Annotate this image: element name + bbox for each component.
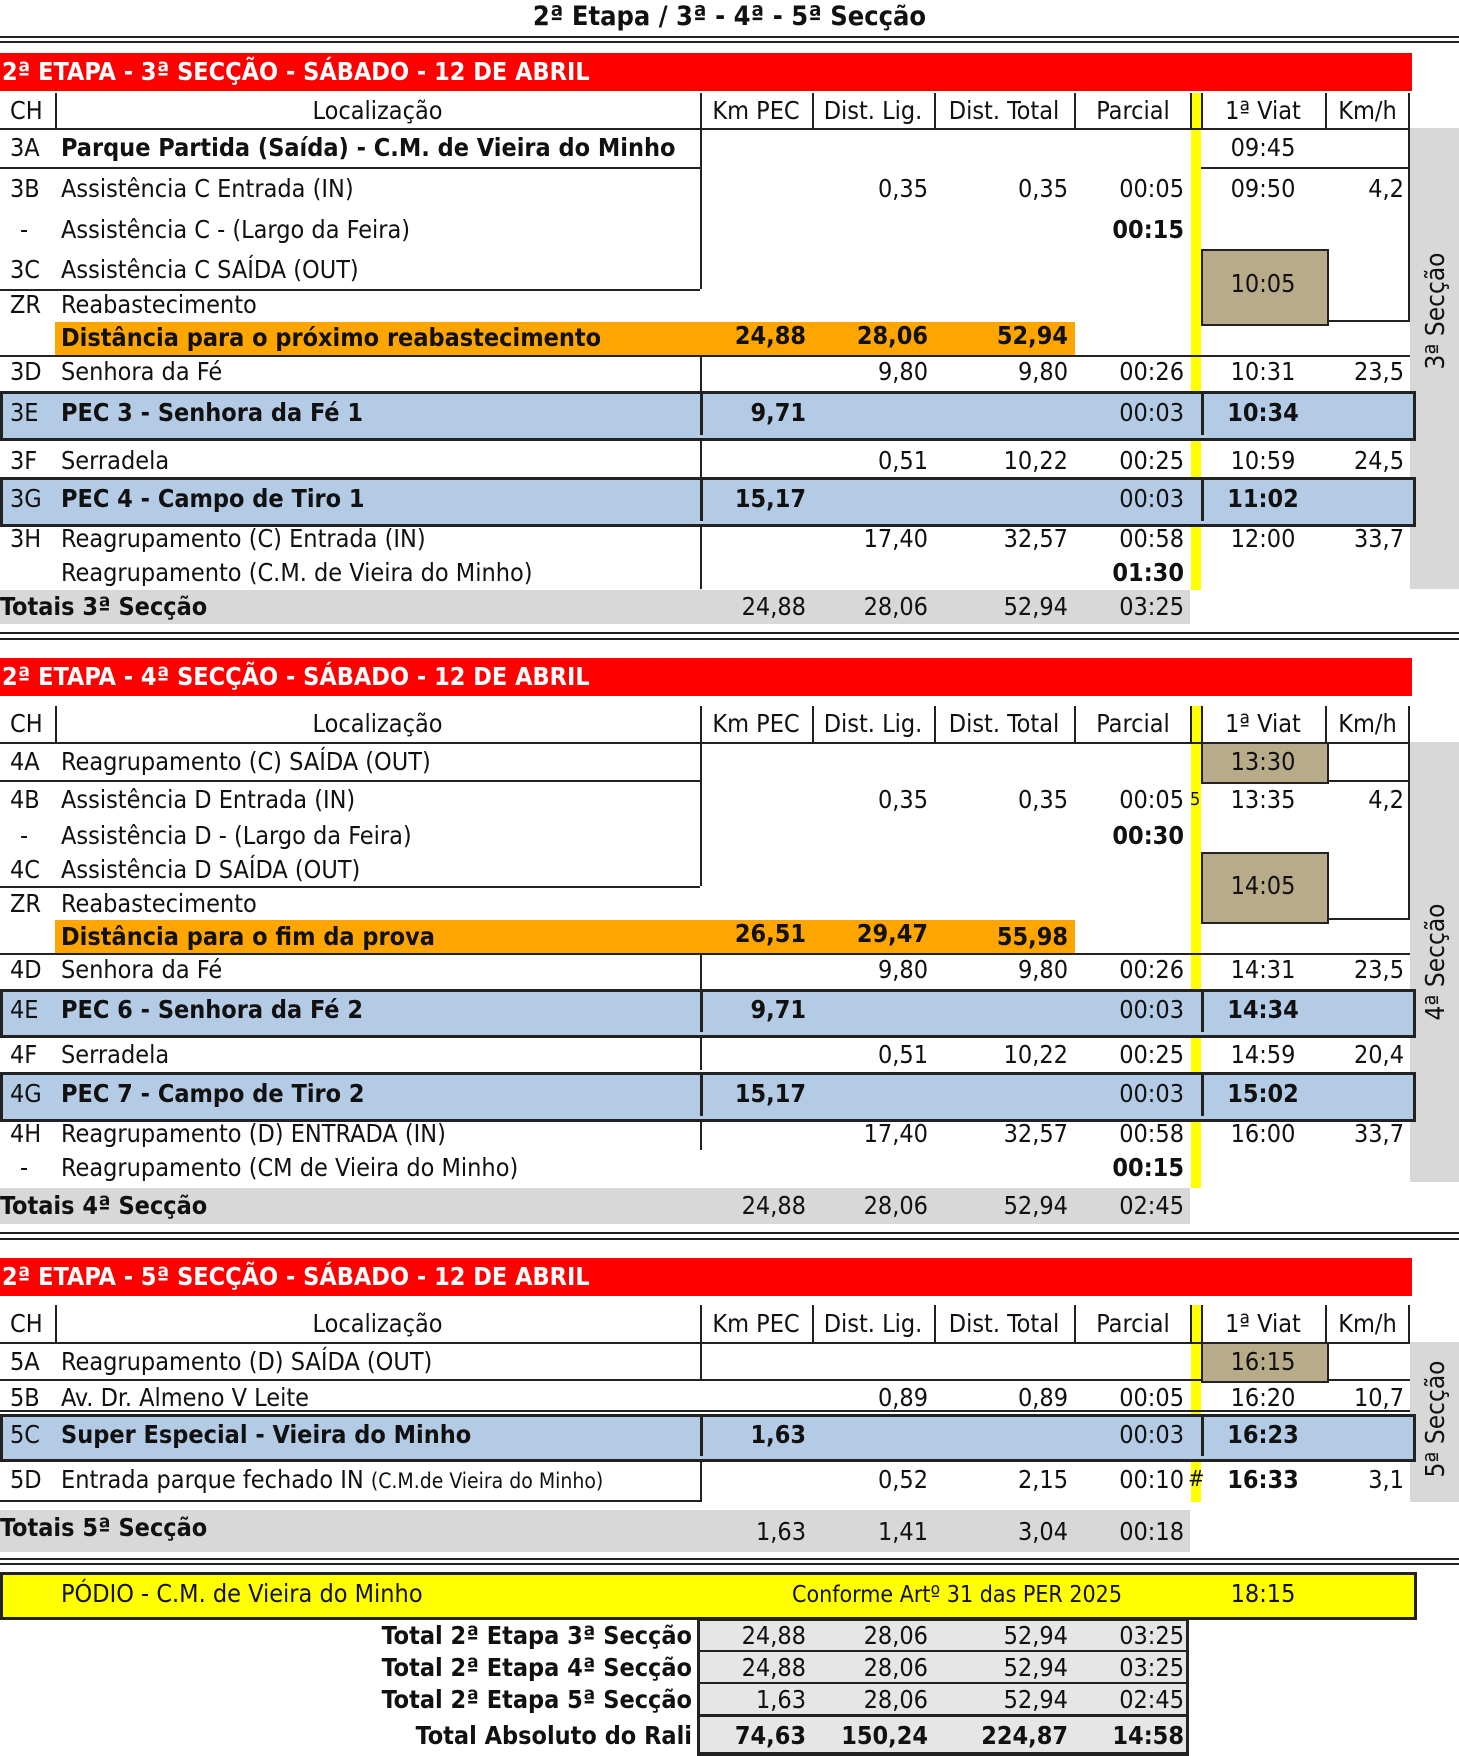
row-5a-viat: 16:15 xyxy=(1230,1347,1296,1376)
row-3h-kmh: 33,7 xyxy=(1353,524,1404,553)
header-localizacao: Localização xyxy=(312,1309,443,1338)
row-4g-ch: 4G xyxy=(10,1079,42,1108)
col-line xyxy=(700,525,702,589)
row-line xyxy=(0,1379,1410,1381)
row-4d-loc: Senhora da Fé xyxy=(61,955,223,984)
row-5b-ch: 5B xyxy=(10,1383,40,1412)
row-3d-loc: Senhora da Fé xyxy=(61,357,223,386)
header-km-pec: Km PEC xyxy=(712,709,800,738)
row-4f-ch: 4F xyxy=(10,1040,38,1069)
header-ch: CH xyxy=(10,1309,43,1338)
summary-line xyxy=(697,1714,1189,1717)
row-4e-viat: 14:34 xyxy=(1227,995,1299,1024)
section-5-side-label: 5ª Secção xyxy=(1421,1360,1451,1478)
summary-par-2: 03:25 xyxy=(1119,1653,1184,1682)
row-3f-ch: 3F xyxy=(10,446,38,475)
row-3b2-par: 00:15 xyxy=(1112,215,1184,244)
row-5d-tot: 2,15 xyxy=(1017,1465,1068,1494)
header-km-pec: Km PEC xyxy=(712,1309,800,1338)
header-sep xyxy=(812,706,814,742)
row-4b-ch: 4B xyxy=(10,785,40,814)
row-4d-ch: 4D xyxy=(10,955,42,984)
header-sep xyxy=(1190,93,1192,128)
row-4g-loc: PEC 7 - Campo de Tiro 2 xyxy=(61,1079,365,1108)
section-rule xyxy=(0,638,1459,640)
totals-4-lig: 28,06 xyxy=(863,1191,928,1220)
summary-label-2: Total 2ª Etapa 4ª Secção xyxy=(381,1653,692,1682)
row-4e-loc: PEC 6 - Senhora da Fé 2 xyxy=(61,995,364,1024)
row-4e-ch: 4E xyxy=(10,995,39,1024)
row-5c-ch: 5C xyxy=(10,1420,41,1449)
header-sep xyxy=(55,706,57,742)
totals-4-par: 02:45 xyxy=(1119,1191,1184,1220)
row-5a-ch: 5A xyxy=(10,1347,40,1376)
header-1-viat: 1ª Viat xyxy=(1225,96,1301,125)
header-ch: CH xyxy=(10,96,43,125)
row-4h2-ch: - xyxy=(20,1153,29,1182)
summary-tot-2: 52,94 xyxy=(1003,1653,1068,1682)
row-4zr-ch: ZR xyxy=(10,889,42,918)
section-rule xyxy=(0,1238,1459,1240)
row-5b-loc: Av. Dr. Almeno V Leite xyxy=(61,1383,310,1412)
row-3e-ch: 3E xyxy=(10,398,39,427)
row-5d-ch: 5D xyxy=(10,1465,42,1494)
podium-label: PÓDIO - C.M. de Vieira do Minho xyxy=(61,1579,423,1608)
row-3c-viat: 10:05 xyxy=(1230,269,1296,298)
row-3h2-loc: Reagrupamento (C.M. de Vieira do Minho) xyxy=(61,558,533,587)
row-5b-kmh: 10,7 xyxy=(1353,1383,1404,1412)
header-dist-lig: Dist. Lig. xyxy=(823,709,923,738)
row-4b-loc: Assistência D Entrada (IN) xyxy=(61,785,356,814)
header-sep xyxy=(812,93,814,128)
row-3f-kmh: 24,5 xyxy=(1353,446,1404,475)
row-4b-par: 00:05 xyxy=(1119,785,1184,814)
row-3h-loc: Reagrupamento (C) Entrada (IN) xyxy=(61,524,426,553)
podium-note: Conforme Artº 31 das PER 2025 xyxy=(792,1582,1123,1608)
header-localizacao: Localização xyxy=(312,96,443,125)
row-3b2-loc: Assistência C - (Largo da Feira) xyxy=(61,215,411,244)
row-4g-pec: 15,17 xyxy=(734,1079,806,1108)
row-line xyxy=(1201,167,1410,169)
col-line xyxy=(700,1460,702,1502)
row-4c-loc: Assistência D SAÍDA (OUT) xyxy=(61,855,361,884)
row-3d-ch: 3D xyxy=(10,357,42,386)
row-5d-loc xyxy=(61,1466,603,1495)
row-line xyxy=(0,780,700,782)
header-sep xyxy=(934,706,936,742)
row-4a-viat: 13:30 xyxy=(1230,747,1296,776)
totals-3-pec: 24,88 xyxy=(741,592,806,621)
row-4c-viat: 14:05 xyxy=(1230,871,1296,900)
summary-tot-4: 224,87 xyxy=(981,1721,1068,1750)
row-5b-lig: 0,89 xyxy=(877,1383,928,1412)
row-4h-kmh: 33,7 xyxy=(1353,1119,1404,1148)
row-3b-kmh: 4,2 xyxy=(1368,174,1404,203)
row-3dist-pec: 24,88 xyxy=(734,321,806,350)
row-3h-par: 00:58 xyxy=(1119,524,1184,553)
header-km-h: Km/h xyxy=(1338,1309,1397,1338)
header-1-viat: 1ª Viat xyxy=(1225,709,1301,738)
row-4d-viat: 14:31 xyxy=(1230,955,1296,984)
row-3f-lig: 0,51 xyxy=(877,446,928,475)
row-line xyxy=(0,886,700,888)
row-4d-kmh: 23,5 xyxy=(1353,955,1404,984)
row-4h2-par: 00:15 xyxy=(1112,1153,1184,1182)
header-sep xyxy=(1190,706,1192,742)
header-sep xyxy=(1201,1305,1203,1342)
totals-5-tot: 3,04 xyxy=(1017,1517,1068,1546)
row-5d-mark: # xyxy=(1188,1467,1205,1492)
podium-time: 18:15 xyxy=(1230,1579,1296,1608)
row-5b-tot: 0,89 xyxy=(1017,1383,1068,1412)
header-sep xyxy=(1074,93,1076,128)
col-line xyxy=(700,437,702,477)
row-4g-viat: 15:02 xyxy=(1227,1079,1299,1108)
header-sep xyxy=(1325,1305,1327,1342)
row-3f-tot: 10,22 xyxy=(1003,446,1068,475)
row-4b2-ch: - xyxy=(20,821,29,850)
header-dist-total: Dist. Total xyxy=(948,709,1060,738)
row-3b2-ch: - xyxy=(20,215,29,244)
header-dist-lig: Dist. Lig. xyxy=(823,1309,923,1338)
row-3e-par: 00:03 xyxy=(1119,398,1184,427)
row-5b-viat: 16:20 xyxy=(1230,1383,1296,1412)
totals-5-par: 00:18 xyxy=(1119,1517,1184,1546)
summary-lig-3: 28,06 xyxy=(863,1685,928,1714)
col-line xyxy=(1408,128,1410,322)
row-line xyxy=(0,167,700,169)
section-4-banner: 2ª ETAPA - 4ª SECÇÃO - SÁBADO - 12 DE ABRIL xyxy=(0,658,1412,696)
header-sep xyxy=(1074,1305,1076,1342)
header-dist-total: Dist. Total xyxy=(948,96,1060,125)
summary-pec-3: 1,63 xyxy=(755,1685,806,1714)
totals-4-label: Totais 4ª Secção xyxy=(0,1191,208,1220)
row-3g-ch: 3G xyxy=(10,484,42,513)
row-4c-ch: 4C xyxy=(10,855,41,884)
header-sep xyxy=(55,93,57,128)
totals-3-tot: 52,94 xyxy=(1003,592,1068,621)
totals-5-label: Totais 5ª Secção xyxy=(0,1513,208,1542)
summary-pec-2: 24,88 xyxy=(741,1653,806,1682)
summary-par-4: 14:58 xyxy=(1112,1721,1184,1750)
header-sep xyxy=(934,93,936,128)
row-5a-loc: Reagrupamento (D) SAÍDA (OUT) xyxy=(61,1347,433,1376)
row-4f-viat: 14:59 xyxy=(1230,1040,1296,1069)
row-3b-lig: 0,35 xyxy=(877,174,928,203)
row-4b-kmh: 4,2 xyxy=(1368,785,1404,814)
summary-label-3: Total 2ª Etapa 5ª Secção xyxy=(381,1685,692,1714)
header-sep xyxy=(934,1305,936,1342)
row-3f-loc: Serradela xyxy=(61,446,170,475)
summary-pec-1: 24,88 xyxy=(741,1621,806,1650)
row-3a-ch: 3A xyxy=(10,133,40,162)
section-rule xyxy=(0,632,1459,634)
row-4f-par: 00:25 xyxy=(1119,1040,1184,1069)
row-3dist-lig: 28,06 xyxy=(856,321,928,350)
col-line xyxy=(700,355,702,393)
row-3g-pec: 15,17 xyxy=(734,484,806,513)
header-dist-lig: Dist. Lig. xyxy=(823,96,923,125)
row-4a-ch: 4A xyxy=(10,747,40,776)
header-km-pec: Km PEC xyxy=(712,96,800,125)
header-sep xyxy=(1408,1305,1410,1342)
row-3g-par: 00:03 xyxy=(1119,484,1184,513)
header-sep xyxy=(1408,93,1410,128)
row-4e-par: 00:03 xyxy=(1119,995,1184,1024)
col-line xyxy=(700,1342,702,1379)
row-4dist-tot: 55,98 xyxy=(996,922,1068,951)
row-4b-tot: 0,35 xyxy=(1017,785,1068,814)
row-3e-loc: PEC 3 - Senhora da Fé 1 xyxy=(61,398,364,427)
row-3a-loc: Parque Partida (Saída) - C.M. de Vieira do Minho xyxy=(61,133,676,162)
row-3h-lig: 17,40 xyxy=(863,524,928,553)
header-parcial: Parcial xyxy=(1096,1309,1170,1338)
row-3zr-loc: Reabastecimento xyxy=(61,290,257,319)
totals-5-lig: 1,41 xyxy=(877,1517,928,1546)
row-4h-ch: 4H xyxy=(10,1119,42,1148)
row-3dist-tot: 52,94 xyxy=(996,321,1068,350)
row-3d-tot: 9,80 xyxy=(1017,357,1068,386)
row-5d-par: 00:10 xyxy=(1119,1465,1184,1494)
header-sep xyxy=(55,1305,57,1342)
header-sep xyxy=(1408,706,1410,742)
header-sep xyxy=(700,93,702,128)
summary-line xyxy=(697,1650,1189,1652)
row-3g-loc: PEC 4 - Campo de Tiro 1 xyxy=(61,484,365,513)
row-3h-viat: 12:00 xyxy=(1230,524,1296,553)
header-parcial: Parcial xyxy=(1096,96,1170,125)
row-5b-par: 00:05 xyxy=(1119,1383,1184,1412)
summary-line xyxy=(697,1682,1189,1684)
totals-3-label: Totais 3ª Secção xyxy=(0,592,208,621)
totals-3-par: 03:25 xyxy=(1119,592,1184,621)
summary-lig-2: 28,06 xyxy=(863,1653,928,1682)
row-4h-par: 00:58 xyxy=(1119,1119,1184,1148)
row-5c-par: 00:03 xyxy=(1119,1420,1184,1449)
row-4d-par: 00:26 xyxy=(1119,955,1184,984)
row-3h-tot: 32,57 xyxy=(1003,524,1068,553)
row-4dist-loc: Distância para o fim da prova xyxy=(61,922,435,951)
summary-tot-1: 52,94 xyxy=(1003,1621,1068,1650)
row-5d-viat: 16:33 xyxy=(1227,1465,1299,1494)
totals-4-pec: 24,88 xyxy=(741,1191,806,1220)
section-5-banner: 2ª ETAPA - 5ª SECÇÃO - SÁBADO - 12 DE ABRIL xyxy=(0,1258,1412,1296)
summary-label-4: Total Absoluto do Rali xyxy=(415,1721,692,1750)
row-line xyxy=(0,1500,700,1502)
row-5d-loc-main: Entrada parque fechado IN xyxy=(61,1465,364,1494)
row-4b-lig: 0,35 xyxy=(877,785,928,814)
row-4f-kmh: 20,4 xyxy=(1353,1040,1404,1069)
row-3c-loc: Assistência C SAÍDA (OUT) xyxy=(61,255,359,284)
row-3h-ch: 3H xyxy=(10,524,42,553)
row-4zr-loc: Reabastecimento xyxy=(61,889,257,918)
row-3h2-par: 01:30 xyxy=(1112,558,1184,587)
header-sep xyxy=(812,1305,814,1342)
col-line xyxy=(700,128,702,289)
header-parcial: Parcial xyxy=(1096,709,1170,738)
row-3f-par: 00:25 xyxy=(1119,446,1184,475)
header-km-h: Km/h xyxy=(1338,709,1397,738)
row-3e-viat: 10:34 xyxy=(1227,398,1299,427)
section-rule xyxy=(0,1558,1459,1560)
row-4e-pec: 9,71 xyxy=(750,995,806,1024)
header-km-h: Km/h xyxy=(1338,96,1397,125)
row-3d-par: 00:26 xyxy=(1119,357,1184,386)
row-4f-lig: 0,51 xyxy=(877,1040,928,1069)
row-5d-lig: 0,52 xyxy=(877,1465,928,1494)
row-3zr-ch: ZR xyxy=(10,290,42,319)
row-3d-lig: 9,80 xyxy=(877,357,928,386)
section-rule xyxy=(0,1563,1459,1565)
row-3b-loc: Assistência C Entrada (IN) xyxy=(61,174,354,203)
row-3d-viat: 10:31 xyxy=(1230,357,1296,386)
row-4f-loc: Serradela xyxy=(61,1040,170,1069)
header-sep xyxy=(1325,93,1327,128)
header-1-viat: 1ª Viat xyxy=(1225,1309,1301,1338)
page-title: 2ª Etapa / 3ª - 4ª - 5ª Secção xyxy=(532,1,927,32)
header-sep xyxy=(700,706,702,742)
header-sep xyxy=(1190,1305,1192,1342)
row-3b-tot: 0,35 xyxy=(1017,174,1068,203)
summary-par-3: 02:45 xyxy=(1119,1685,1184,1714)
row-4a-loc: Reagrupamento (C) SAÍDA (OUT) xyxy=(61,747,431,776)
row-3a-viat: 09:45 xyxy=(1230,133,1296,162)
section-4-side-label: 4ª Secção xyxy=(1421,903,1451,1021)
header-dist-total: Dist. Total xyxy=(948,1309,1060,1338)
totals-4-tot: 52,94 xyxy=(1003,1191,1068,1220)
row-4f-tot: 10,22 xyxy=(1003,1040,1068,1069)
col-line xyxy=(1408,742,1410,920)
row-4dist-lig: 29,47 xyxy=(856,919,928,948)
header-ch: CH xyxy=(10,709,43,738)
col-line xyxy=(700,742,702,886)
section-rule xyxy=(0,1232,1459,1234)
summary-lig-4: 150,24 xyxy=(841,1721,928,1750)
section-3-side-label: 3ª Secção xyxy=(1421,252,1451,370)
row-4b-viat: 13:35 xyxy=(1230,785,1296,814)
row-4h-lig: 17,40 xyxy=(863,1119,928,1148)
row-3e-pec: 9,71 xyxy=(750,398,806,427)
row-4g-par: 00:03 xyxy=(1119,1079,1184,1108)
summary-label-1: Total 2ª Etapa 3ª Secção xyxy=(381,1621,692,1650)
row-4d-tot: 9,80 xyxy=(1017,955,1068,984)
row-3f-viat: 10:59 xyxy=(1230,446,1296,475)
totals-5-pec: 1,63 xyxy=(755,1517,806,1546)
row-5c-viat: 16:23 xyxy=(1227,1420,1299,1449)
summary-tot-3: 52,94 xyxy=(1003,1685,1068,1714)
section-3-banner: 2ª ETAPA - 3ª SECÇÃO - SÁBADO - 12 DE ABRIL xyxy=(0,53,1412,91)
title-rule xyxy=(0,36,1459,38)
row-5d-kmh: 3,1 xyxy=(1368,1465,1404,1494)
row-3c-ch: 3C xyxy=(10,255,41,284)
header-localizacao: Localização xyxy=(312,709,443,738)
row-3d-kmh: 23,5 xyxy=(1353,357,1404,386)
row-4d-lig: 9,80 xyxy=(877,955,928,984)
summary-lig-1: 28,06 xyxy=(863,1621,928,1650)
header-sep xyxy=(1325,706,1327,742)
row-3dist-loc: Distância para o próximo reabastecimento xyxy=(61,323,602,352)
row-4b2-loc: Assistência D - (Largo da Feira) xyxy=(61,821,412,850)
row-4h-loc: Reagrupamento (D) ENTRADA (IN) xyxy=(61,1119,446,1148)
row-5c-pec: 1,63 xyxy=(750,1420,806,1449)
title-rule-2 xyxy=(0,41,1459,43)
header-sep xyxy=(700,1305,702,1342)
row-4h-tot: 32,57 xyxy=(1003,1119,1068,1148)
row-4h-viat: 16:00 xyxy=(1230,1119,1296,1148)
totals-3-lig: 28,06 xyxy=(863,592,928,621)
col-line xyxy=(700,953,702,989)
row-5c-loc: Super Especial - Vieira do Minho xyxy=(61,1420,472,1449)
row-3b-par: 00:05 xyxy=(1119,174,1184,203)
summary-pec-4: 74,63 xyxy=(734,1721,806,1750)
row-4b-mark: 5 xyxy=(1190,789,1201,810)
summary-par-1: 03:25 xyxy=(1119,1621,1184,1650)
row-4h2-loc: Reagrupamento (CM de Vieira do Minho) xyxy=(61,1153,519,1182)
row-3g-viat: 11:02 xyxy=(1227,484,1299,513)
summary-line xyxy=(697,1752,1189,1756)
header-sep xyxy=(1201,93,1203,128)
row-3b-viat: 09:50 xyxy=(1230,174,1296,203)
header-sep xyxy=(1201,706,1203,742)
header-sep xyxy=(1074,706,1076,742)
row-4dist-pec: 26,51 xyxy=(734,919,806,948)
row-4b2-par: 00:30 xyxy=(1112,821,1184,850)
row-5d-loc-small: (C.M.de Vieira do Minho) xyxy=(370,1469,604,1493)
row-3b-ch: 3B xyxy=(10,174,40,203)
